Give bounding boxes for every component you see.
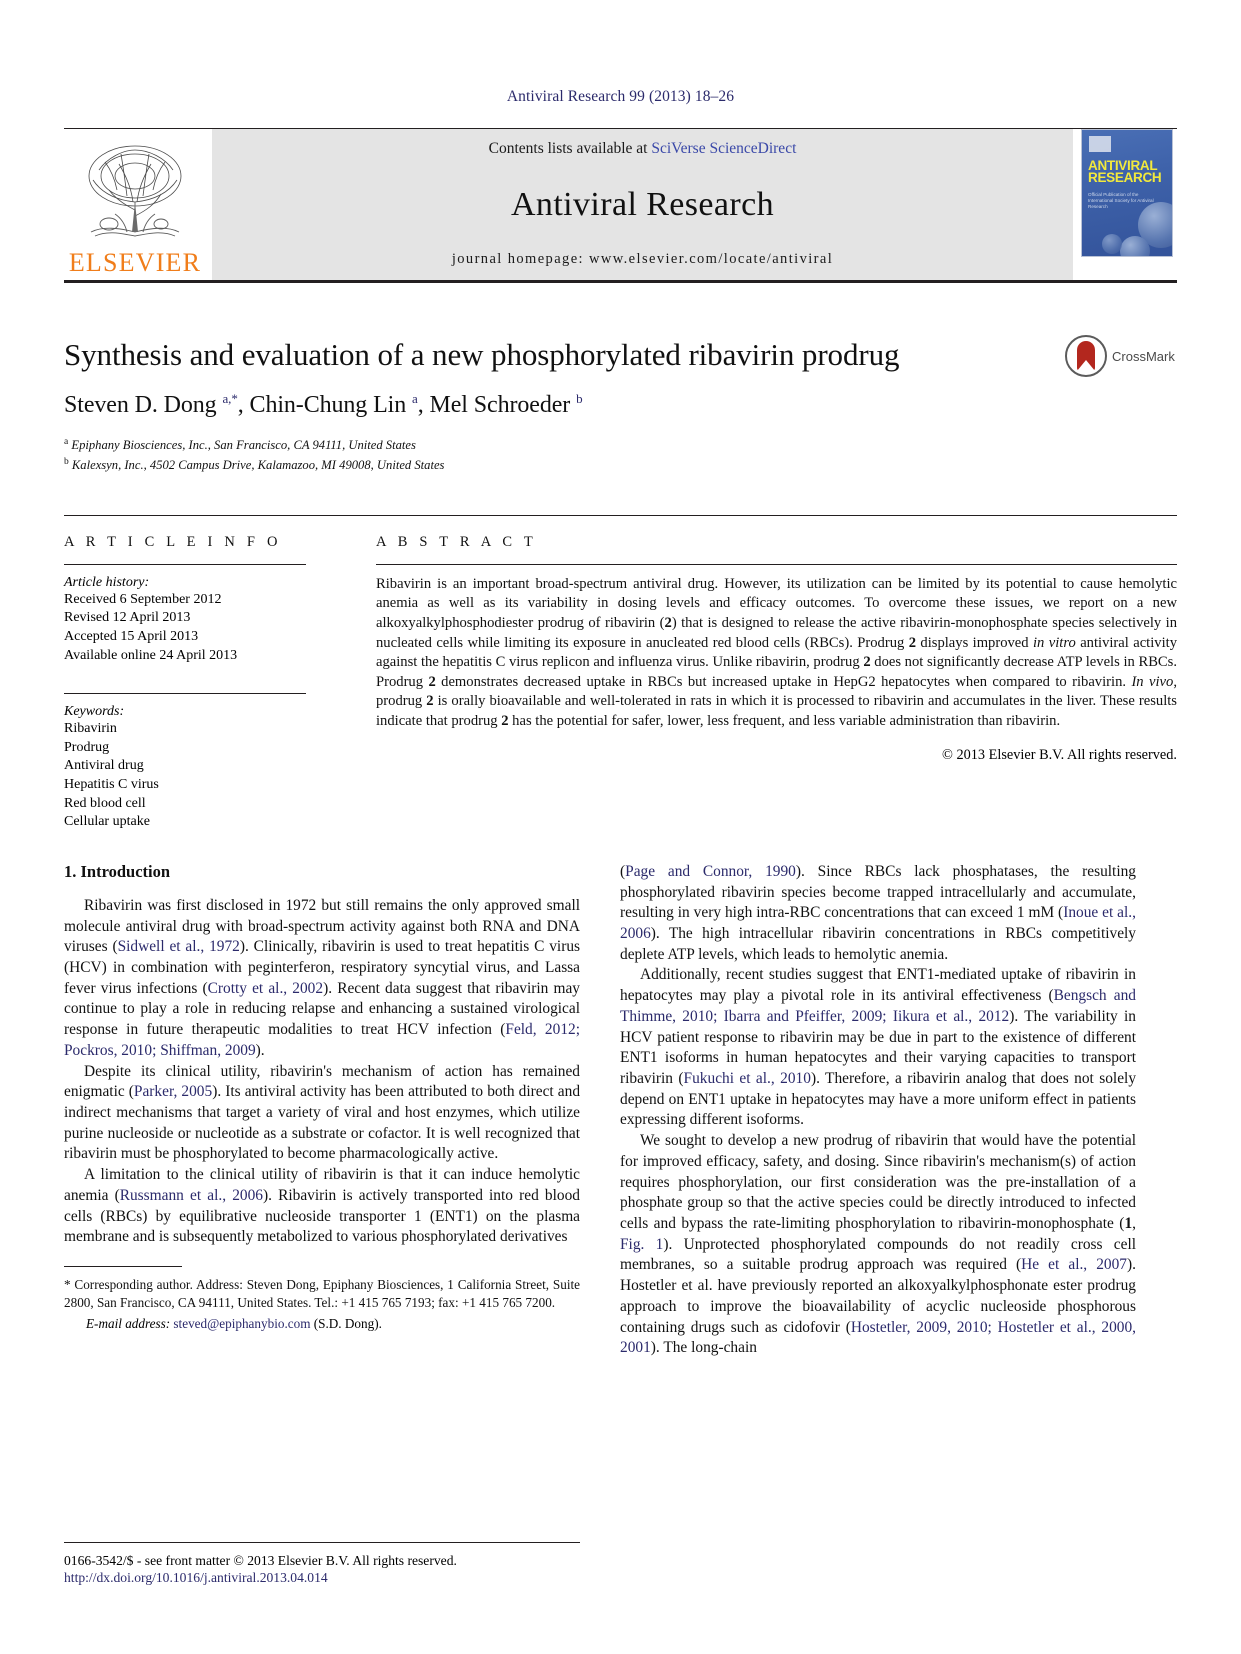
contents-prefix: Contents lists available at xyxy=(488,140,652,157)
crossmark-badge[interactable] xyxy=(1065,333,1177,379)
affiliation-b: $^b$ Kalexsyn, Inc., 4502 Campus Drive, Kalamazoo, MI 49008, United States xyxy=(64,456,445,472)
journal-title: Antiviral Research xyxy=(510,185,775,223)
journal-homepage[interactable]: journal homepage: www.elsevier.com/locate/antiviral xyxy=(451,251,834,267)
footnote-area xyxy=(64,1266,580,1332)
page-title: Synthesis and evaluation of a new phosphorylated ribavirin prodrug xyxy=(64,337,900,372)
keyword-item: Antiviral drug xyxy=(64,758,144,774)
footnote-rule xyxy=(64,1266,182,1267)
paragraph: Despite its clinical utility, ribavirin's mechanism of action has remained enigmatic (Parker, 2005). Its antiviral activity has been attributed to both direct and indirect mechanisms that target a variety of viral and host enzymes, which utilize purine nucleoside or nucleotide as a substrate or cofactor. It is well recognized that ribavirin must be phosphorylated to become pharmacologically active. xyxy=(64,1062,581,1163)
affiliations xyxy=(64,435,1047,475)
journal-masthead xyxy=(64,128,1177,280)
contents-list-line xyxy=(489,140,797,158)
info-rule-1 xyxy=(64,564,306,565)
doi-link[interactable]: http://dx.doi.org/10.1016/j.antiviral.2013.04.014 xyxy=(64,1570,328,1585)
cover-subtitle: Official Publication of the International Society for Antiviral Research xyxy=(1088,192,1154,209)
cover-virus-graphic-3 xyxy=(1102,234,1122,254)
masthead-bottom-rule xyxy=(64,280,1177,283)
abstract-column xyxy=(332,534,1177,832)
info-rule-2 xyxy=(64,693,306,694)
paragraph: A limitation to the clinical utility of ribavirin is that it can induce hemolytic anemia (Russmann et al., 2006). Ribavirin is actively transported into red blood cells (RBCs) by equilibrative nucleoside transporter 1 (ENT1) on the plasma membrane and is subsequently metabolized to various phosphorylated derivatives xyxy=(64,1166,580,1246)
body-columns xyxy=(64,862,1177,1359)
abstract-copyright: © 2013 Elsevier B.V. All rights reserved. xyxy=(942,746,1177,763)
history-revised: Revised 12 April 2013 xyxy=(64,610,191,626)
corresponding-author-note: * Corresponding author. Address: Steven Dong, Epiphany Biosciences, 1 California Street, Suite 2800, San Francisco, CA 94111, United States. Tel.: +1 415 765 7193; fax: +1 415 765 7200. xyxy=(64,1277,580,1310)
abstract-text: Ribavirin is an important broad-spectrum antiviral drug. However, its utilization can be limited by its potential to cause hemolytic anemia as well as its variability in dosing levels and efficacy outcomes. To overcome these issues, we report on a new alkoxyalkylphosphodiester prodrug of ribavirin (2) that is designed to release the active ribavirin-monophosphate species selectively in nucleated cells while limiting its exposure in anucleated red blood cells (RBCs). Prodrug 2 displays improved in vitro antiviral activity against the hepatitis C virus replicon and influenza virus. Unlike ribavirin, prodrug 2 does not significantly decrease ATP levels in RBCs. Prodrug 2 demonstrates decreased uptake in RBCs but increased uptake in HepG2 hepatocytes when compared to ribavirin. In vivo, prodrug 2 is orally bioavailable and well-tolerated in rats in which it is processed to ribavirin and accumulates in the liver. These results indicate that prodrug 2 has the potential for safer, lower, less frequent, and less variable administration than ribavirin. xyxy=(376,575,1177,730)
cover-publisher-mark xyxy=(1089,136,1111,152)
email-label: E-mail address: xyxy=(86,1316,171,1332)
elsevier-wordmark: ELSEVIER xyxy=(68,248,202,277)
abstract-rule xyxy=(376,564,1177,565)
article-history-label: Article history: xyxy=(64,574,150,590)
keyword-item: Ribavirin xyxy=(64,721,117,737)
email-link[interactable]: steved@epiphanybio.com xyxy=(173,1316,311,1332)
info-abstract-section xyxy=(64,515,1177,832)
paragraph: Additionally, recent studies suggest that ENT1-mediated uptake of ribavirin in hepatocytes may play a pivotal role in its antiviral effectiveness (Bengsch and Thimme, 2010; Ibarra and Pfeiffer, 2009; Iikura et al., 2012). The variability in HCV patient response to ribavirin may be due in part to the existence of different ENT1 isoforms in human hepatocytes and their varying capacities to transport ribavirin (Fukuchi et al., 2010). Therefore, a ribavirin analog that does not solely depend on ENT1 uptake in hepatocytes may have a more uniform effect in patients expressing different isoforms. xyxy=(620,966,1137,1129)
author-list: Steven D. Dong $^{a,*}$, Chin-Chung Lin $^a$, Mel Schroeder $^b$ xyxy=(64,390,583,418)
abstract-heading: A B S T R A C T xyxy=(376,533,537,550)
elsevier-tree-icon xyxy=(75,140,195,248)
cover-image xyxy=(1081,129,1173,257)
paragraph: We sought to develop a new prodrug of ribavirin that would have the potential for improved efficacy, safety, and dosing. Since ribavirin's mechanism(s) of action requires phosphorylation, our first consideration was the pre-installation of a phosphate group so that the active species could be directly introduced to infected cells and bypass the rate-limiting phosphorylation to ribavirin-monophosphate (1, Fig. 1). Unprotected phosphorylated compounds do not readily cross cell membranes, so a suitable prodrug approach was required (He et al., 2007). Hostetler et al. have previously reported an alkoxyalkylphosphonate ester prodrug approach to improve the bioavailability of acyclic nucleoside phosphorous containing drugs such as cidofovir (Hostetler, 2009, 2010; Hostetler et al., 2000, 2001). The long-chain xyxy=(620,1132,1137,1357)
article-info-heading: A R T I C L E I N F O xyxy=(64,533,282,550)
keyword-item: Cellular uptake xyxy=(64,814,150,830)
keyword-item: Hepatitis C virus xyxy=(64,777,159,792)
title-block xyxy=(64,337,1177,475)
crossmark-label: CrossMark xyxy=(1112,348,1175,364)
cover-title xyxy=(1088,160,1168,184)
journal-banner xyxy=(212,129,1073,280)
issn-copyright-line: 0166-3542/$ - see front matter © 2013 Elsevier B.V. All rights reserved. xyxy=(64,1552,457,1568)
crossmark-icon xyxy=(1065,335,1107,377)
cover-title-line1: ANTIVIRAL xyxy=(1088,158,1158,173)
paragraph: (Page and Connor, 1990). Since RBCs lack phosphatases, the resulting phosphorylated ribavirin species become trapped intracellularly and accumulate, resulting in very high intra-RBC concentrations that can exceed 1 mM (Inoue et al., 2006). The high intracellular ribavirin concentrations in RBCs competitively deplete ATP levels, which leads to hemolytic anemia. xyxy=(620,862,1136,963)
body-column-left xyxy=(64,862,580,1359)
keyword-item: Red blood cell xyxy=(64,795,146,811)
history-available-online: Available online 24 April 2013 xyxy=(64,647,238,663)
footer-rule xyxy=(64,1542,580,1543)
keywords-block xyxy=(64,704,306,832)
email-suffix: (S.D. Dong). xyxy=(313,1316,382,1332)
elsevier-logo xyxy=(64,129,206,280)
sciencedirect-link[interactable]: SciVerse ScienceDirect xyxy=(651,140,797,157)
article-info-column xyxy=(64,534,332,832)
page-footer xyxy=(64,1542,584,1586)
history-accepted: Accepted 15 April 2013 xyxy=(64,628,199,644)
keyword-item: Prodrug xyxy=(64,739,110,755)
journal-cover-thumbnail xyxy=(1081,129,1177,280)
affiliation-a: $^a$ Epiphany Biosciences, Inc., San Francisco, CA 94111, United States xyxy=(64,436,416,452)
keywords-label: Keywords: xyxy=(64,704,125,720)
running-head: Antiviral Research 99 (2013) 18–26 xyxy=(506,88,735,105)
email-note xyxy=(64,1316,580,1332)
paragraph: Ribavirin was first disclosed in 1972 but still remains the only approved small molecule antiviral drug with broad-spectrum activity against both RNA and DNA viruses (Sidwell et al., 1972). Clinically, ribavirin is used to treat hepatitis C virus (HCV) in combination with peginterferon, respiratory syncytial virus, and Lassa fever virus infections (Crotty et al., 2002). Recent data suggest that ribavirin may continue to play a role in reducing relapse and enhancing a sustained virological response in future therapeutic modalities to treat HCV infection (Feld, 2012; Pockros, 2010; Shiffman, 2009). xyxy=(64,896,581,1059)
section-heading-introduction: 1. Introduction xyxy=(64,861,171,881)
history-received: Received 6 September 2012 xyxy=(64,591,222,607)
cover-title-line2: RESEARCH xyxy=(1088,170,1162,185)
body-column-right xyxy=(620,862,1136,1359)
